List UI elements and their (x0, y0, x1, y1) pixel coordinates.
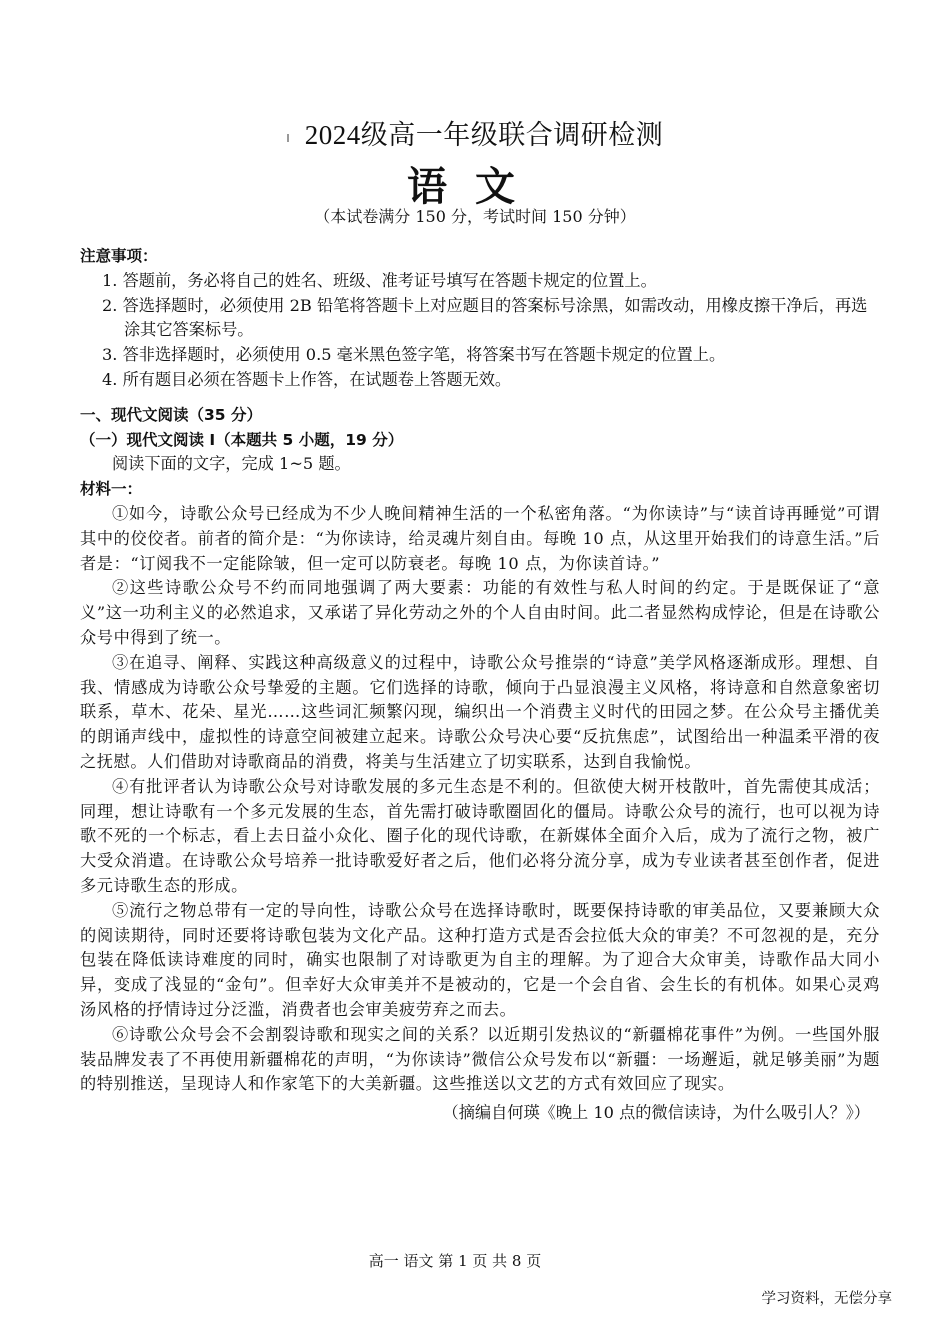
exam-title-text: 2024级高一年级联合调研检测 (304, 120, 664, 150)
paragraph-4: ④有批评者认为诗歌公众号对诗歌发展的多元生态是不利的。但欲使大树开枝散叶，首先需使其成活；同理，想让诗歌有一个多元发展的生态，首先需打破诗歌圈固化的僵局。诗歌公众号的流行，也可以视为诗歌不死的一个标志，看上去日益小众化、圈子化的现代诗歌，在新媒体全面介入后，成为了流行之物，被广大受众消遣。在诗歌公众号培养一批诗歌爱好者之后，他们必将分流分享，成为专业读者甚至创作者，促进多元诗歌生态的形成。 (80, 776, 880, 895)
reading-instruction: 阅读下面的文字，完成 1~5 题。 (112, 454, 351, 474)
subject-title: 语文 (407, 164, 543, 210)
notice-heading: 注意事项： (80, 246, 158, 265)
paragraph-2: ②这些诗歌公众号不约而同地强调了两大要素：功能的有效性与私人时间的约定。于是既保证了“意义”这一功利主义的必然追求，又承诺了异化劳动之外的个人自由时间。此二者显然构成悖论，但是在诗歌公众号中得到了统一。 (80, 578, 880, 647)
document-body (80, 244, 880, 1126)
page-footer: 高一 语文 第 1 页 共 8 页 (368, 1252, 542, 1270)
notice-item: 4. 所有题目必须在答题卡上作答，在试题卷上答题无效。 (102, 369, 512, 389)
paragraph-3: ③在追寻、阐释、实践这种高级意义的过程中，诗歌公众号推崇的“诗意”美学风格逐渐成形。理想、自我、情感成为诗歌公众号挚爱的主题。它们选择的诗歌，倾向于凸显浪漫主义风格，将诗意和自然意象密切联系，草木、花朵、星光……这些词汇频繁闪现，编织出一个消费主义时代的田园之梦。在公众号主播优美的朗诵声线中，虚拟性的诗意空间被建立起来。诗歌公众号决心要“反抗焦虑”，试图给出一种温柔平滑的夜之抚慰。人们借助对诗歌商品的消费，将美与生活建立了切实联系，达到自我愉悦。 (80, 652, 880, 771)
source-citation: （摘编自何瑛《晚上 10 点的微信读诗，为什么吸引人？》） (442, 1103, 870, 1123)
paragraph-6: ⑥诗歌公众号会不会割裂诗歌和现实之间的关系？以近期引发热议的“新疆棉花事件”为例。一些国外服装品牌发表了不再使用新疆棉花的声明，“为你读诗”微信公众号发布以“新疆：一场邂逅，就足够美丽”为题的特别推送，呈现诗人和作家笔下的大美新疆。这些推送以文艺的方式有效回应了现实。 (80, 1024, 880, 1094)
notice-item: 2. 答选择题时，必须使用 2B 铅笔将答题卡上对应题目的答案标号涂黑，如需改动，用橡皮擦干净后，再选涂其它答案标号。 (102, 295, 868, 340)
exam-info: （本试卷满分 150 分，考试时间 150 分钟） (314, 207, 636, 226)
paragraph-1: ①如今，诗歌公众号已经成为不少人晚间精神生活的一个私密角落。“为你读诗”与“读首诗再睡觉”可谓其中的佼佼者。前者的简介是：“为你读诗，给灵魂片刻自由。每晚 10 点，从这里开始我们的诗意生活。”后者是：“订阅我不一定能除皱，但一定可以防衰老。每晚 10 点，为你读首诗。” (80, 503, 880, 573)
section-heading: 一、现代文阅读（35 分） (80, 405, 262, 424)
scan-mark (287, 134, 289, 142)
paragraph-5: ⑤流行之物总带有一定的导向性，诗歌公众号在选择诗歌时，既要保持诗歌的审美品位，又要兼顾大众的阅读期待，同时还要将诗歌包装为文化产品。这种打造方式是否会拉低大众的审美？不可忽视的是，充分包装在降低读诗难度的同时，确实也限制了对诗歌更为自主的理解。为了迎合大众审美，诗歌作品大同小异，变成了浅显的“金句”。但幸好大众审美并不是被动的，它是一个会自省、会生长的有机体。如果心灵鸡汤风格的抒情诗过分泛滥，消费者也会审美疲劳弃之而去。 (80, 900, 880, 1019)
notice-item: 1. 答题前，务必将自己的姓名、班级、准考证号填写在答题卡规定的位置上。 (102, 270, 657, 290)
notice-item: 3. 答非选择题时，必须使用 0.5 毫米黑色签字笔，将答案书写在答题卡规定的位置上。 (102, 345, 726, 365)
subsection-heading: （一）现代文阅读 I（本题共 5 小题，19 分） (80, 430, 404, 449)
watermark-text: 学习资料，无偿分享 (761, 1291, 892, 1307)
material-heading: 材料一： (80, 479, 143, 499)
exam-title (0, 113, 950, 152)
